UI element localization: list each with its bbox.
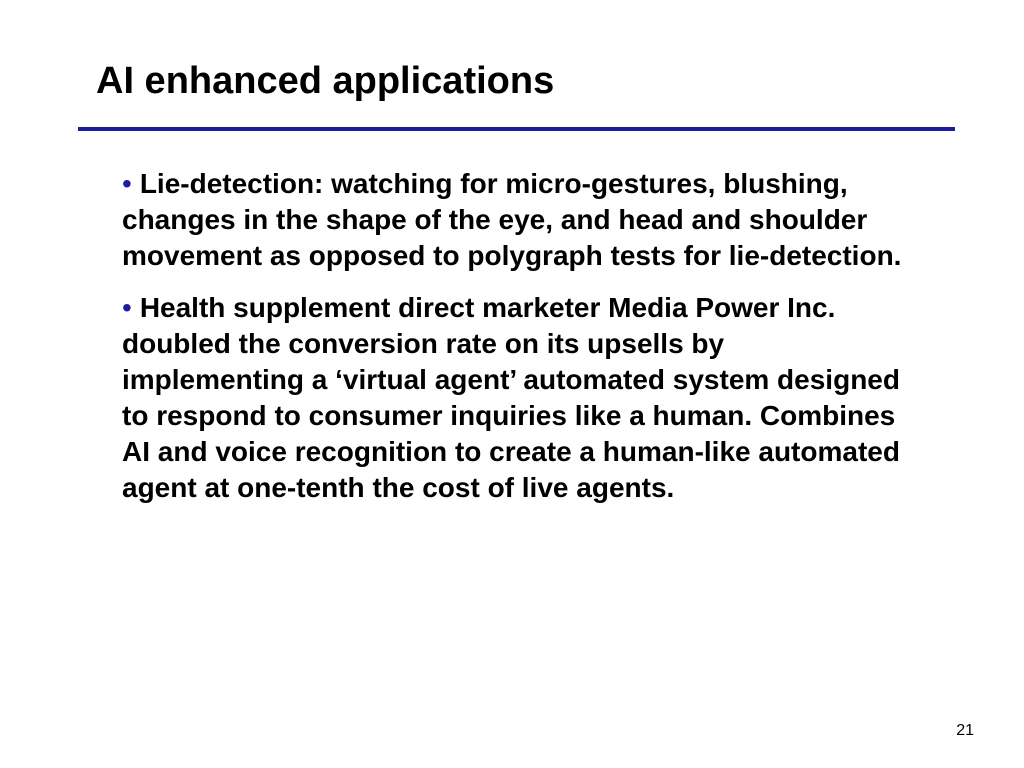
bullet-icon: • (122, 168, 132, 199)
bullet-item-virtual-agent (122, 290, 902, 506)
slide-title: AI enhanced applications (96, 60, 555, 102)
bullet-icon: • (122, 292, 132, 323)
bullet-text: Lie-detection: watching for micro-gestures, blushing, changes in the shape of the eye, and head and shoulder movement as opposed to polygraph tests for lie-detection. (122, 168, 902, 271)
title-divider (78, 127, 955, 131)
page-number: 21 (956, 722, 974, 739)
bullet-item-lie-detection (122, 166, 902, 274)
bullet-list (122, 166, 902, 522)
bullet-text: Health supplement direct marketer Media Power Inc. doubled the conversion rate on its upsells by implementing a ‘virtual agent’ automated system designed to respond to consumer inquiries like a human. Combines AI and voice recognition to create a human-like automated agent at one-tenth the cost of live agents. (122, 292, 900, 503)
